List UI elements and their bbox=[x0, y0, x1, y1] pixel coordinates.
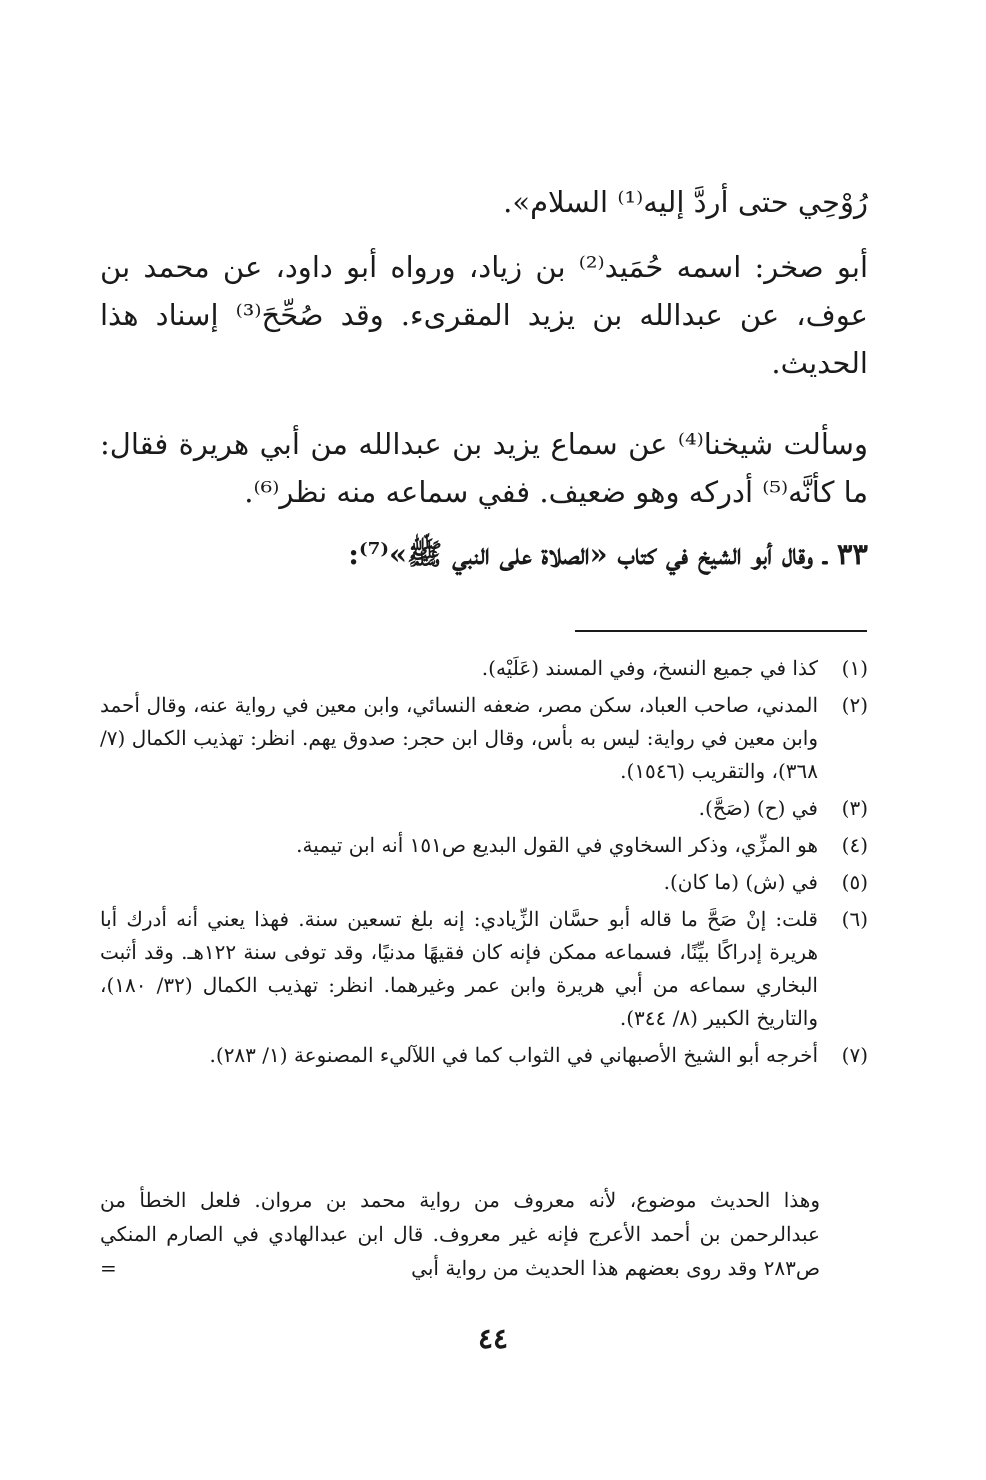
main-paragraph-4 bbox=[100, 530, 868, 578]
footnote-number: (١) bbox=[841, 656, 868, 680]
continues-mark: = bbox=[100, 1256, 117, 1280]
main-text-line: رُوْحِي حتى أردَّ إليه⁽¹⁾ السلام». bbox=[503, 185, 868, 219]
footnotes bbox=[100, 652, 868, 1076]
footnote-number: (٢) bbox=[841, 693, 868, 717]
footnote-7 bbox=[100, 1039, 868, 1072]
footnote-2 bbox=[100, 689, 868, 788]
footnote-number: (٤) bbox=[841, 833, 868, 857]
footnote-text: كذا في جميع النسخ، وفي المسند (عَلَيْه). bbox=[481, 656, 818, 680]
footnote-number: (٧) bbox=[841, 1043, 868, 1067]
footnote-text: في (ح) (صَحَّ). bbox=[698, 796, 818, 820]
main-paragraph-2 bbox=[100, 243, 868, 387]
footnote-continuation bbox=[100, 1183, 820, 1285]
footnote-number: (٦) bbox=[841, 907, 868, 931]
main-text-line: أبو صخر: اسمه حُمَيد⁽²⁾ بن زياد، ورواه أبو داود، عن محمد بن عوف، عن عبدالله بن يزيد المقرىء. وقد صُحِّحَ⁽³⁾ إسناد هذا الحديث. bbox=[100, 250, 868, 380]
main-paragraph-1 bbox=[100, 178, 868, 226]
footnote-5 bbox=[100, 866, 868, 899]
footnote-text: هو المزِّي، وذكر السخاوي في القول البديع ص١٥١ أنه ابن تيمية. bbox=[296, 833, 818, 857]
footnote-text: أخرجه أبو الشيخ الأصبهاني في الثواب كما في اللآليء المصنوعة (١/ ٢٨٣). bbox=[209, 1043, 818, 1067]
numbered-entry-heading: ٣٣ ـ وقال أبو الشيخ في كتاب «الصلاة على النبي ﷺ»⁽⁷⁾: bbox=[348, 537, 868, 571]
footnote-number: (٥) bbox=[841, 870, 868, 894]
page-number: ٤٤ bbox=[477, 1322, 509, 1355]
footnote-text: في (ش) (ما كان). bbox=[663, 870, 818, 894]
footnote-divider bbox=[575, 630, 867, 632]
main-text-line: وسألت شيخنا⁽⁴⁾ عن سماع يزيد بن عبدالله من أبي هريرة فقال: ما كأنَّه⁽⁵⁾ أدركه وهو ضعيف. ففي سماعه منه نظر⁽⁶⁾. bbox=[100, 427, 868, 509]
footnote-1 bbox=[100, 652, 868, 685]
footnote-text: المدني، صاحب العباد، سكن مصر، ضعفه النسائي، وابن معين في رواية عنه، وقال أحمد وابن معين في رواية: ليس به بأس، وقال ابن حجر: صدوق يهم. انظر: تهذيب الكمال (٧/ ٣٦٨)، والتقريب (١٥٤٦). bbox=[100, 693, 818, 783]
footnote-3 bbox=[100, 792, 868, 825]
main-paragraph-3 bbox=[100, 420, 868, 516]
footnote-text: قلت: إنْ صَحَّ ما قاله أبو حسَّان الزِّيادي: إنه بلغ تسعين سنة. فهذا يعني أنه أدرك أبا هريرة إدراكًا بيِّنًا، فسماعه ممكن فإنه كان فقيهًا مدنيًا، وقد توفى سنة ١٢٢هـ. وقد أثبت البخاري سماعه من أبي هريرة وابن عمر وغيرهما. انظر: تهذيب الكمال (٣٢/ ١٨٠)، والتاريخ الكبير (٨/ ٣٤٤). bbox=[100, 907, 819, 1030]
footnote-number: (٣) bbox=[841, 796, 868, 820]
footnote-4 bbox=[100, 829, 868, 862]
continuation-text: وهذا الحديث موضوع، لأنه معروف من رواية محمد بن مروان. فلعل الخطأ من عبدالرحمن بن أحمد الأعرج فإنه غير معروف. قال ابن عبدالهادي في الصارم المنكي ص٢٨٣ وقد روى بعضهم هذا الحديث من رواية أبي bbox=[100, 1188, 820, 1280]
footnote-6 bbox=[100, 903, 868, 1035]
